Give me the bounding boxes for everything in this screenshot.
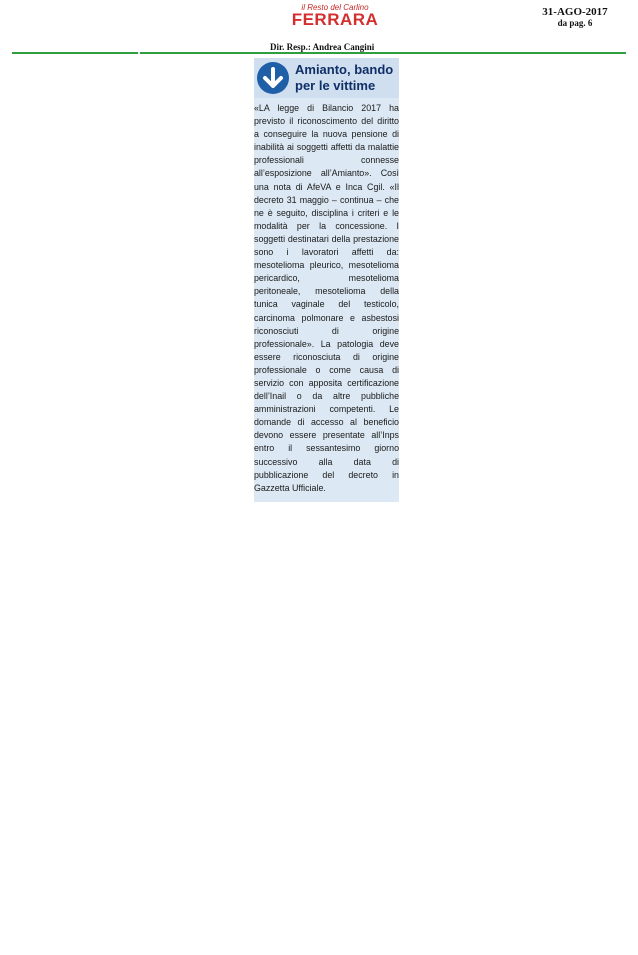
- arrow-down-circle-icon: [257, 62, 289, 94]
- headline-line-1: Amianto, bando: [295, 62, 394, 77]
- article-header: [254, 58, 399, 98]
- masthead-city: FERRARA: [291, 10, 379, 29]
- article-body: «LA legge di Bilancio 2017 ha previsto il riconoscimento del diritto a conseguire la nuova pensione di inabilità ai soggetti affetti da malattie professionali connesse all’esposizione all’Amianto». Così una nota di AfeVA e Inca Cgil. «Il decreto 31 maggio – continua – che ne è seguito, disciplina i criteri e le modalità per la concessione. I soggetti destinatari della prestazione sono i lavoratori affetti da: mesotelioma pleurico, mesotelioma pericardico, mesotelioma peritoneale, mesotelioma della tunica vaginale del testicolo, carcinoma polmonare e asbestosi riconosciuti di origine professionale». La patologia deve essere riconosciuta di origine professionale o come causa di servizio con apposita certificazione dell’Inail o da altre pubbliche amministrazioni competenti. Le domande di accesso al beneficio devono essere presentate all’Inps entro il sessantesimo giorno successivo alla data di pubblicazione del decreto in Gazzetta Ufficiale.: [254, 103, 399, 493]
- masthead-logo: [285, 3, 385, 28]
- article-headline: [295, 62, 397, 94]
- page-reference: da pag. 6: [557, 18, 593, 28]
- article-clipping: [254, 58, 399, 502]
- header-rule-left: [12, 52, 138, 54]
- masthead-subtitle: il Resto del Carlino: [301, 3, 369, 12]
- publication-date: 31-AGO-2017: [542, 6, 608, 18]
- headline-line-2: per le vittime: [295, 78, 376, 93]
- header-rule-right: [140, 52, 626, 54]
- director-line: Dir. Resp.: Andrea Cangini: [270, 42, 375, 52]
- date-block: [536, 6, 614, 28]
